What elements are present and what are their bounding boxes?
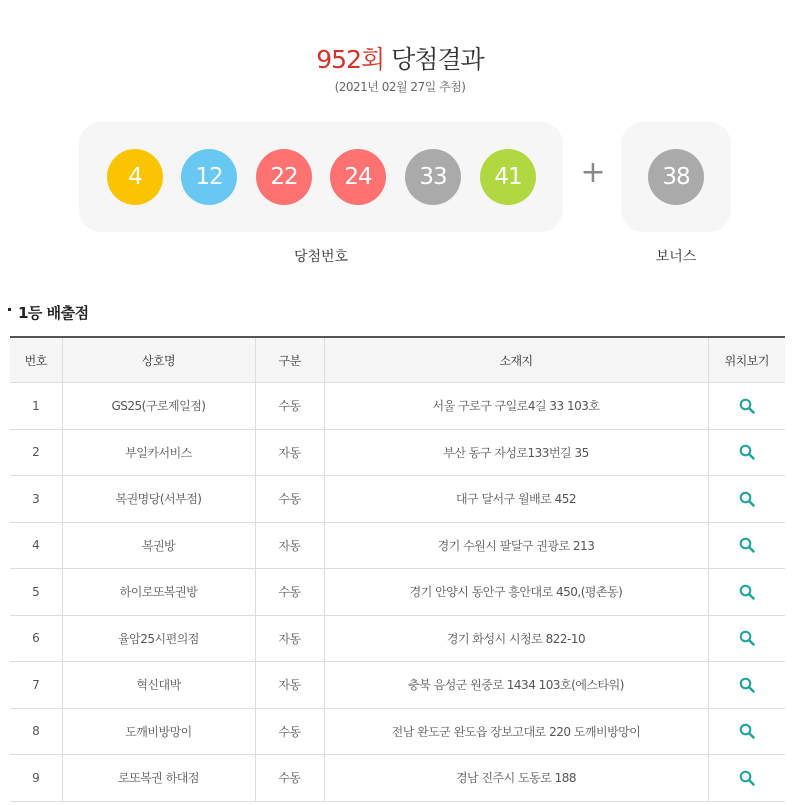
cell-store-name: 하이로또복권방 [62, 569, 255, 616]
first-prize-stores-table [10, 336, 785, 802]
cell-number: 5 [10, 569, 62, 616]
cell-type: 수동 [255, 708, 324, 755]
page-title [0, 40, 800, 76]
cell-type: 수동 [255, 476, 324, 523]
title-suffix: 당첨결과 [384, 45, 484, 74]
cell-number: 8 [10, 708, 62, 755]
col-header-address: 소재지 [324, 337, 708, 383]
section-title [8, 302, 89, 323]
cell-store-name: 율암25시편의점 [62, 615, 255, 662]
winning-numbers-panel [79, 122, 563, 232]
cell-store-name: 복권명당(서부점) [62, 476, 255, 523]
cell-number: 7 [10, 662, 62, 709]
number-ball: 33 [405, 149, 461, 205]
cell-address: 전남 완도군 완도읍 장보고대로 220 도깨비방망이 [324, 708, 708, 755]
cell-store-name: GS25(구로제일점) [62, 383, 255, 430]
cell-map [708, 708, 785, 755]
number-ball: 24 [330, 149, 386, 205]
cell-address: 충북 음성군 원중로 1434 103호(에스타워) [324, 662, 708, 709]
table-row [10, 476, 785, 523]
cell-address: 경남 진주시 도동로 188 [324, 755, 708, 802]
table-header-row [10, 337, 785, 383]
cell-map [708, 615, 785, 662]
col-header-number: 번호 [10, 337, 62, 383]
number-ball: 4 [107, 149, 163, 205]
col-header-map: 위치보기 [708, 337, 785, 383]
cell-number: 2 [10, 429, 62, 476]
number-ball: 22 [256, 149, 312, 205]
cell-store-name: 혁신대박 [62, 662, 255, 709]
round-number: 952회 [316, 45, 385, 74]
cell-store-name: 부일카서비스 [62, 429, 255, 476]
cell-number: 6 [10, 615, 62, 662]
table-row [10, 383, 785, 430]
cell-address: 부산 동구 자성로133번길 35 [324, 429, 708, 476]
cell-store-name: 복권방 [62, 522, 255, 569]
table-row [10, 522, 785, 569]
search-icon[interactable] [739, 537, 755, 553]
cell-map [708, 755, 785, 802]
search-icon[interactable] [739, 770, 755, 786]
col-header-store-name: 상호명 [62, 337, 255, 383]
cell-type: 수동 [255, 755, 324, 802]
bonus-number-panel [621, 122, 731, 232]
search-icon[interactable] [739, 723, 755, 739]
table-row [10, 615, 785, 662]
draw-date: (2021년 02월 27일 추첨) [334, 80, 466, 94]
cell-number: 9 [10, 755, 62, 802]
cell-number: 1 [10, 383, 62, 430]
cell-address: 경기 수원시 팔달구 권광로 213 [324, 522, 708, 569]
cell-map [708, 662, 785, 709]
cell-type: 자동 [255, 522, 324, 569]
bonus-ball: 38 [648, 149, 704, 205]
cell-map [708, 522, 785, 569]
search-icon[interactable] [739, 444, 755, 460]
number-ball: 41 [480, 149, 536, 205]
bullet-icon [8, 308, 11, 311]
cell-address: 경기 안양시 동안구 흥안대로 450,(평촌동) [324, 569, 708, 616]
section-title-text: 1등 배출점 [18, 304, 89, 322]
search-icon[interactable] [739, 630, 755, 646]
cell-store-name: 도깨비방망이 [62, 708, 255, 755]
plus-icon: + [580, 155, 606, 190]
number-ball: 12 [181, 149, 237, 205]
table-row [10, 662, 785, 709]
cell-map [708, 569, 785, 616]
cell-address: 경기 화성시 시청로 822-10 [324, 615, 708, 662]
bonus-caption: 보너스 [655, 249, 697, 265]
search-icon[interactable] [739, 584, 755, 600]
cell-number: 3 [10, 476, 62, 523]
cell-address: 대구 달서구 월배로 452 [324, 476, 708, 523]
cell-number: 4 [10, 522, 62, 569]
search-icon[interactable] [739, 491, 755, 507]
col-header-type: 구분 [255, 337, 324, 383]
cell-type: 수동 [255, 383, 324, 430]
table-row [10, 569, 785, 616]
table-row [10, 708, 785, 755]
cell-map [708, 476, 785, 523]
cell-map [708, 383, 785, 430]
cell-store-name: 로또복권 하대점 [62, 755, 255, 802]
search-icon[interactable] [739, 677, 755, 693]
search-icon[interactable] [739, 398, 755, 414]
cell-address: 서울 구로구 구일로4길 33 103호 [324, 383, 708, 430]
cell-type: 자동 [255, 662, 324, 709]
cell-type: 자동 [255, 615, 324, 662]
table-row [10, 755, 785, 802]
winning-numbers-caption: 당첨번호 [293, 249, 349, 265]
cell-type: 자동 [255, 429, 324, 476]
table-row [10, 429, 785, 476]
cell-map [708, 429, 785, 476]
cell-type: 수동 [255, 569, 324, 616]
